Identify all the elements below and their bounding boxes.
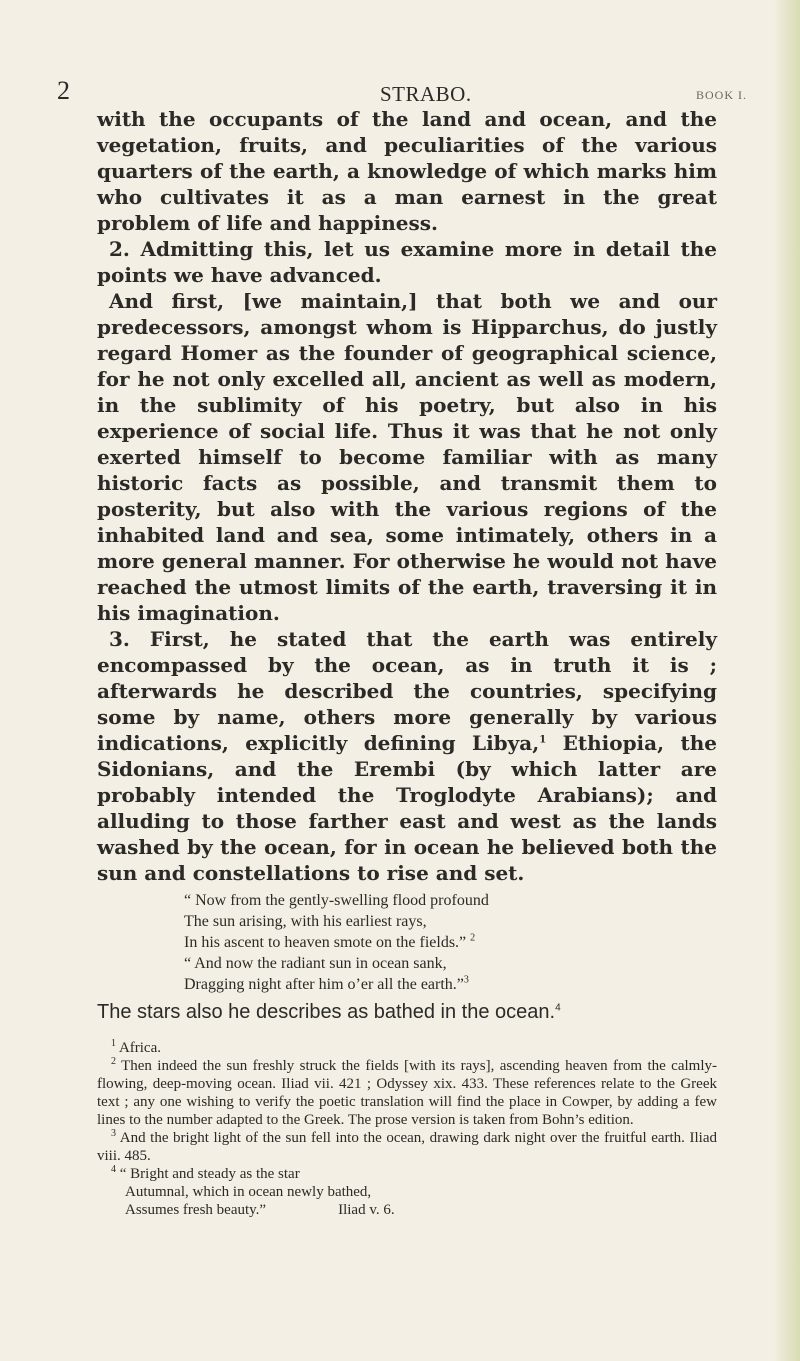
running-head	[57, 72, 747, 106]
footnote-mark: 1	[111, 1038, 116, 1049]
book-label: BOOK I.	[696, 88, 747, 102]
footnote-mark: 3	[111, 1128, 116, 1139]
footnote	[97, 1129, 717, 1165]
book-page	[57, 72, 747, 1219]
footnote	[97, 1057, 717, 1129]
footnote-text: Africa.	[118, 1040, 161, 1056]
footnotes	[97, 1039, 717, 1219]
paragraph-section-3-text-cont: Ethiopia, the Sidonians, and the Erembi (by which latter are probably intended the Troglodyte Arabians); and alluding to those farther east and west as the lands washed by the ocean, for in ocean he believed both the sun and constellations to rise and set.	[97, 731, 717, 885]
verse-quotation	[184, 890, 717, 995]
closing-text: The stars also he describes as bathed in the ocean.	[97, 1001, 556, 1023]
footnote-mark: 2	[111, 1056, 116, 1067]
footnote-verse-line	[111, 1201, 717, 1219]
closing-line	[97, 999, 717, 1025]
verse-line-text: Dragging night after him o’er all the earth.”	[184, 976, 464, 993]
verse-line	[184, 932, 717, 953]
verse-line: “ Now from the gently-swelling flood profound	[184, 892, 489, 909]
footnote-verse-text: Assumes fresh beauty.”	[125, 1202, 267, 1218]
footnote-text: Then indeed the sun freshly struck the fields [with its rays], ascending heaven from the calmly-flowing, deep-moving ocean. Iliad vii. 421 ; Odyssey xix. 433. These references relate to the Greek text ; any one wishing to verify the poetic translation will find the place in Cowper, by adding a few lines to the number adapted to the Greek. The prose version is taken from Bohn’s edition.	[97, 1058, 717, 1128]
footnote-verse-text: “ Bright and steady as the star	[119, 1166, 300, 1182]
verse-line	[184, 974, 717, 995]
paragraph-continued: with the occupants of the land and ocean, and the vegetation, fruits, and peculiarities of the various quarters of the earth, a knowledge of which marks him who cultivates it as a man earnest in the great problem of life and happiness.	[97, 107, 717, 235]
footnote-ref-3: 3	[463, 974, 469, 986]
page-edge-shadow	[774, 0, 800, 1361]
footnote-ref-1: 1	[539, 734, 547, 746]
footnote-citation: Iliad v. 6.	[338, 1202, 395, 1218]
footnote-mark: 4	[111, 1164, 116, 1175]
verse-line-text: In his ascent to heaven smote on the fields.”	[184, 934, 467, 951]
page-number: 2	[57, 76, 70, 105]
paragraph-section-3	[97, 626, 717, 886]
verse-line: The sun arising, with his earliest rays,	[184, 913, 427, 930]
footnote-verse-line	[111, 1165, 717, 1183]
paragraph-section-2: 2. Admitting this, let us examine more in detail the points we have advanced.	[97, 237, 717, 287]
footnote-verse-line: Autumnal, which in ocean newly bathed,	[125, 1184, 372, 1200]
paragraph-homer: And first, [we maintain,] that both we and our predecessors, amongst whom is Hipparchus, do justly regard Homer as the founder of geographical science, for he not only excelled all, ancient as well as modern, in the sublimity of his poetry, but also in his experience of social life. Thus it was that he not only exerted himself to become familiar with as many historic facts as possible, and transmit them to posterity, but also with the various regions of the inhabited land and sea, some intimately, others in a more general manner. For otherwise he would not have reached the utmost limits of the earth, traversing it in his imagination.	[97, 289, 717, 625]
running-title: STRABO.	[380, 82, 472, 106]
footnote	[97, 1039, 717, 1057]
footnote-ref-2: 2	[470, 932, 476, 944]
footnote-ref-4: 4	[555, 1002, 561, 1014]
footnote-verse	[111, 1165, 717, 1219]
paragraph-section-3-text: 3. First, he stated that the earth was entirely encompassed by the ocean, as in truth it is ; afterwards he described the countries, specifying some by name, others more generally by various indications, explicitly defining Libya,	[97, 627, 717, 755]
verse-line: “ And now the radiant sun in ocean sank,	[184, 955, 447, 972]
footnote-text: And the bright light of the sun fell into the ocean, drawing dark night over the fruitful earth. Iliad viii. 485.	[97, 1130, 717, 1164]
